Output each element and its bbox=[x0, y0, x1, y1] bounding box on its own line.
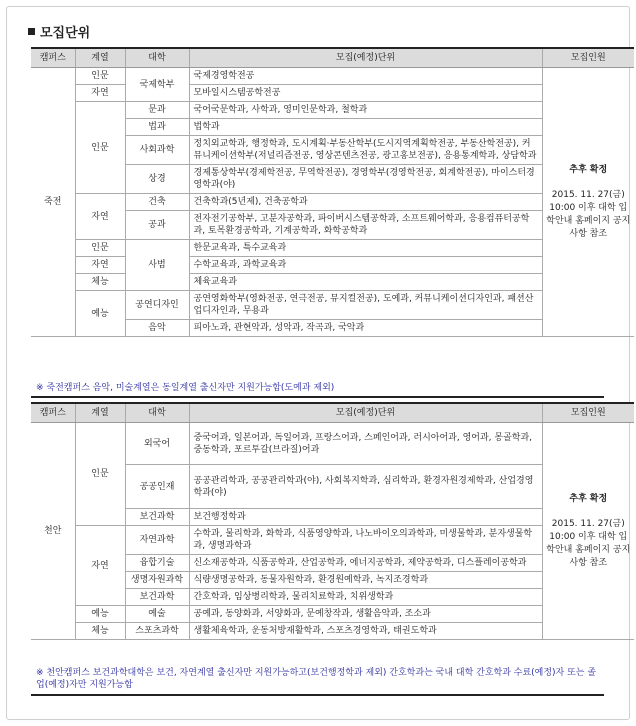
college-cell: 건축 bbox=[125, 194, 189, 211]
college-cell: 법과 bbox=[125, 119, 189, 136]
field-cell: 체능 bbox=[75, 623, 125, 640]
recruitment-table-cheonan bbox=[31, 402, 634, 640]
college-cell: 공연디자인 bbox=[125, 291, 189, 320]
header-field: 계열 bbox=[75, 48, 125, 68]
field-cell: 자연 bbox=[75, 526, 125, 606]
unit-cell: 한문교육과, 특수교육과 bbox=[189, 240, 542, 257]
section-heading bbox=[28, 22, 90, 41]
section-title: 모집단위 bbox=[40, 26, 91, 41]
college-cell: 문과 bbox=[125, 102, 189, 119]
college-cell: 예술 bbox=[125, 606, 189, 623]
unit-cell: 체육교육과 bbox=[189, 274, 542, 291]
college-cell: 융합기술 bbox=[125, 555, 189, 572]
college-cell: 사범 bbox=[125, 240, 189, 291]
college-cell: 스포츠과학 bbox=[125, 623, 189, 640]
cheonan-footnote: ※ 천안캠퍼스 보건과학대학은 보건, 자연계열 출신자만 지원가능하고(보건행정학과 제외) 간호학과는 국내 대학 간호학과 수료(예정)자 또는 졸업(예정)자만 지원가능함 bbox=[31, 667, 604, 696]
header-quota: 모집인원 bbox=[542, 403, 634, 423]
college-cell: 보건과학 bbox=[125, 589, 189, 606]
college-cell: 음악 bbox=[125, 320, 189, 337]
field-cell: 인문 bbox=[75, 423, 125, 526]
unit-cell: 신소재공학과, 식품공학과, 산업공학과, 에너지공학과, 제약공학과, 디스플레이공학과 bbox=[189, 555, 542, 572]
unit-cell: 국제경영학전공 bbox=[189, 68, 542, 85]
quota-cell bbox=[542, 423, 634, 640]
header-college: 대학 bbox=[125, 403, 189, 423]
field-cell: 인문 bbox=[75, 240, 125, 257]
college-cell: 국제학부 bbox=[125, 68, 189, 102]
unit-cell: 수학교육과, 과학교육과 bbox=[189, 257, 542, 274]
unit-cell: 공공관리학과, 공공관리학과(야), 사회복지학과, 심리학과, 환경자원경제학과, 산업경영학과(야) bbox=[189, 465, 542, 509]
campus-cell: 죽전 bbox=[31, 68, 75, 337]
table-row bbox=[31, 423, 634, 465]
header-quota: 모집인원 bbox=[542, 48, 634, 68]
unit-cell: 모바일시스템공학전공 bbox=[189, 85, 542, 102]
college-cell: 자연과학 bbox=[125, 526, 189, 555]
square-bullet-icon bbox=[28, 28, 35, 35]
unit-cell: 국어국문학과, 사학과, 영미인문학과, 철학과 bbox=[189, 102, 542, 119]
unit-cell: 법학과 bbox=[189, 119, 542, 136]
campus-cell: 천안 bbox=[31, 423, 75, 640]
header-campus: 캠퍼스 bbox=[31, 48, 75, 68]
quota-body: 2015. 11. 27(금) 10:00 이후 대학 입학안내 홈페이지 공지사항 참조 bbox=[546, 189, 631, 239]
quota-body: 2015. 11. 27(금) 10:00 이후 대학 입학안내 홈페이지 공지사항 참조 bbox=[546, 518, 631, 568]
header-unit: 모집(예정)단위 bbox=[189, 403, 542, 423]
unit-cell: 공연영화학부(영화전공, 연극전공, 뮤지컬전공), 도예과, 커뮤니케이션디자인과, 패션산업디자인과, 무용과 bbox=[189, 291, 542, 320]
jukjeon-footnote: ※ 죽전캠퍼스 음악, 미술계열은 동일계열 출신자만 지원가능함(도예과 제외) bbox=[31, 382, 604, 398]
unit-cell: 간호학과, 임상병리학과, 물리치료학과, 치위생학과 bbox=[189, 589, 542, 606]
unit-cell: 중국어과, 일본어과, 독일어과, 프랑스어과, 스페인어과, 러시아어과, 영어과, 몽골학과, 중동학과, 포르투갈(브라질)어과 bbox=[189, 423, 542, 465]
field-cell: 예능 bbox=[75, 606, 125, 623]
quota-title: 추후 확정 bbox=[569, 164, 608, 175]
field-cell: 인문 bbox=[75, 102, 125, 194]
college-cell: 생명자원과학 bbox=[125, 572, 189, 589]
college-cell: 상경 bbox=[125, 165, 189, 194]
college-cell: 공공인재 bbox=[125, 465, 189, 509]
college-cell: 외국어 bbox=[125, 423, 189, 465]
unit-cell: 수학과, 물리학과, 화학과, 식품영양학과, 나노바이오의과학과, 미생물학과, 분자생물학과, 생명과학과 bbox=[189, 526, 542, 555]
table-header-row bbox=[31, 48, 634, 68]
field-cell: 자연 bbox=[75, 85, 125, 102]
college-cell: 공과 bbox=[125, 211, 189, 240]
unit-cell: 공예과, 동양화과, 서양화과, 문예창작과, 생활음악과, 조소과 bbox=[189, 606, 542, 623]
unit-cell: 피아노과, 관현악과, 성악과, 작곡과, 국악과 bbox=[189, 320, 542, 337]
header-unit: 모집(예정)단위 bbox=[189, 48, 542, 68]
table-header-row bbox=[31, 403, 634, 423]
field-cell: 자연 bbox=[75, 257, 125, 274]
header-field: 계열 bbox=[75, 403, 125, 423]
field-cell: 인문 bbox=[75, 68, 125, 85]
quota-cell bbox=[542, 68, 634, 337]
header-college: 대학 bbox=[125, 48, 189, 68]
unit-cell: 정치외교학과, 행정학과, 도시계획·부동산학부(도시지역계획학전공, 부동산학전공), 커뮤니케이션학부(저널리즘전공, 영상콘텐츠전공, 광고홍보전공), 응용통계학과, 상담학과 bbox=[189, 136, 542, 165]
college-cell: 사회과학 bbox=[125, 136, 189, 165]
unit-cell: 건축학과(5년제), 건축공학과 bbox=[189, 194, 542, 211]
unit-cell: 보건행정학과 bbox=[189, 509, 542, 526]
unit-cell: 전자전기공학부, 고분자공학과, 파이버시스템공학과, 소프트웨어학과, 응용컴퓨터공학과, 토목환경공학과, 기계공학과, 화학공학과 bbox=[189, 211, 542, 240]
unit-cell: 식량생명공학과, 동물자원학과, 환경원예학과, 녹지조경학과 bbox=[189, 572, 542, 589]
header-campus: 캠퍼스 bbox=[31, 403, 75, 423]
unit-cell: 생활체육학과, 운동처방재활학과, 스포츠경영학과, 태권도학과 bbox=[189, 623, 542, 640]
field-cell: 체능 bbox=[75, 274, 125, 291]
table-row bbox=[31, 68, 634, 85]
unit-cell: 경제통상학부(경제학전공, 무역학전공), 경영학부(경영학전공, 회계학전공), 마이스터경영학과(야) bbox=[189, 165, 542, 194]
field-cell: 예능 bbox=[75, 291, 125, 337]
recruitment-table-jukjeon bbox=[31, 47, 634, 337]
college-cell: 보건과학 bbox=[125, 509, 189, 526]
field-cell: 자연 bbox=[75, 194, 125, 240]
quota-title: 추후 확정 bbox=[569, 493, 608, 504]
